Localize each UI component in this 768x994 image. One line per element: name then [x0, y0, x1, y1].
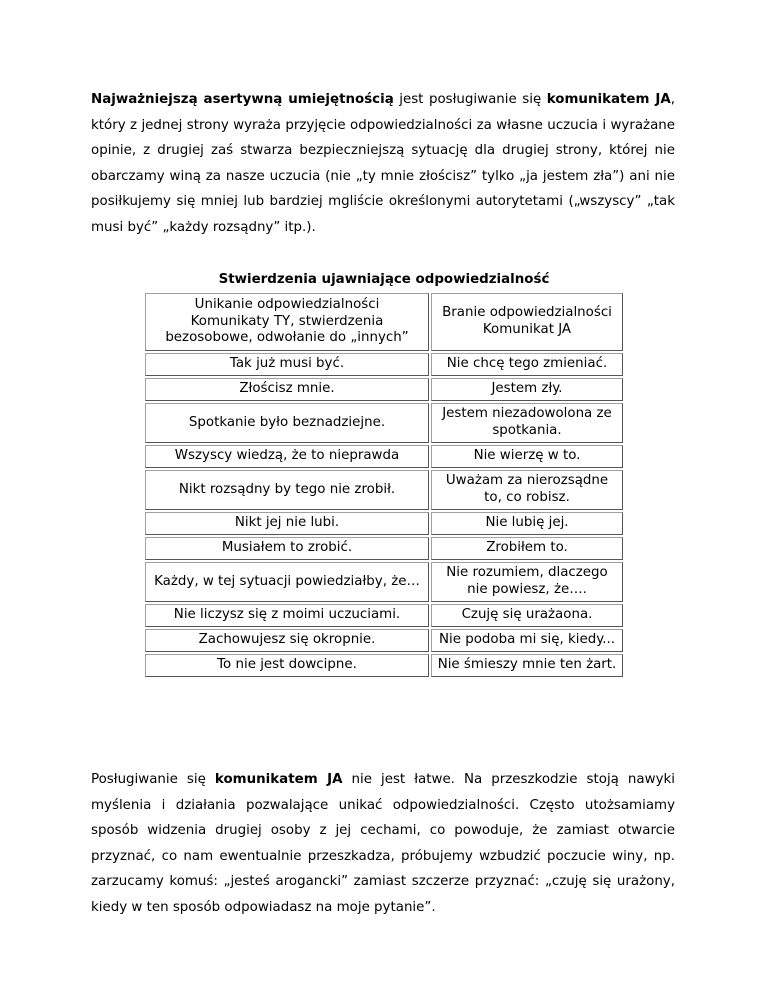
- table-row: [145, 629, 623, 652]
- table-cell-left: Nie liczysz się z moimi uczuciami.: [145, 604, 429, 627]
- table-row: [145, 445, 623, 468]
- table-cell-left: Złościsz mnie.: [145, 378, 429, 401]
- header-left: [145, 293, 429, 351]
- table-row: [145, 537, 623, 560]
- table-row: [145, 604, 623, 627]
- outro-bold-1: komunikatem JA: [214, 772, 343, 787]
- header-left-line: Unikanie odpowiedzialności: [194, 297, 380, 313]
- table-cell-left: Każdy, w tej sytuacji powiedziałby, że…: [145, 562, 429, 602]
- table-cell-left: Tak już musi być.: [145, 353, 429, 376]
- header-right-line: Branie odpowiedzialności: [442, 305, 612, 321]
- table-cell-right: Nie rozumiem, dlaczego nie powiesz, że….: [431, 562, 623, 602]
- header-left-line: bezosobowe, odwołanie do „innych”: [165, 330, 409, 346]
- table-cell-left: Nikt rozsądny by tego nie zrobił.: [145, 470, 429, 510]
- table-cell-right: Jestem niezadowolona ze spotkania.: [431, 403, 623, 443]
- table-header-row: [145, 293, 623, 351]
- table-cell-right: Jestem zły.: [431, 378, 623, 401]
- table-row: [145, 353, 623, 376]
- table-cell-left: Zachowujesz się okropnie.: [145, 629, 429, 652]
- outro-paragraph: [91, 767, 675, 921]
- outro-text-1: Posługiwanie się: [91, 772, 215, 787]
- table-cell-right: Uważam za nierozsądne to, co robisz.: [431, 470, 623, 510]
- table-cell-left: Spotkanie było beznadziejne.: [145, 403, 429, 443]
- intro-bold-1: Najważniejszą asertywną umiejętnością: [91, 92, 394, 107]
- table-cell-right: Czuję się urażaona.: [431, 604, 623, 627]
- table-row: [145, 512, 623, 535]
- table-cell-right: Nie podoba mi się, kiedy...: [431, 629, 623, 652]
- intro-paragraph: [91, 87, 675, 241]
- table-cell-left: Nikt jej nie lubi.: [145, 512, 429, 535]
- table-cell-right: Nie śmieszy mnie ten żart.: [431, 654, 623, 677]
- table-cell-right: Nie lubię jej.: [431, 512, 623, 535]
- intro-bold-2: komunikatem JA: [546, 92, 671, 107]
- intro-text-1: jest posługiwanie się: [393, 92, 547, 107]
- table-cell-left: Wszyscy wiedzą, że to nieprawda: [145, 445, 429, 468]
- table-row: [145, 654, 623, 677]
- table-cell-left: Musiałem to zrobić.: [145, 537, 429, 560]
- outro-text-2: nie jest łatwe. Na przeszkodzie stoją nawyki myślenia i działania pozwalające unikać odpowiedzialności. Często utożsamiamy sposób widzenia drugiej osoby z jej cechami, co powoduje, że zamiast otwarcie przyznać, co nam ewentualnie przeszkadza, próbujemy wzbudzić poczucie winy, np. zarzucamy komuś: „jesteś arogancki” zamiast szczerze przyznać: „czuję się urażony, kiedy w ten sposób odpowiadasz na moje pytanie”.: [91, 772, 675, 915]
- table-title: Stwierdzenia ujawniające odpowiedzialność: [218, 272, 550, 287]
- responsibility-table: [143, 291, 625, 679]
- table-cell-right: Nie chcę tego zmieniać.: [431, 353, 623, 376]
- table-cell-right: Nie wierzę w to.: [431, 445, 623, 468]
- header-right-line: Komunikat JA: [482, 322, 572, 337]
- header-left-line: Komunikaty TY, stwierdzenia: [190, 313, 384, 329]
- intro-text-2: , który z jednej strony wyraża przyjęcie odpowiedzialności za własne uczucia i wyrażane opinie, z drugiej zaś stwarza bezpieczniejszą sytuację dla drugiej strony, której nie obarczamy winą za nasze uczucia (nie „ty mnie złościsz” tylko „ja jestem zła”) ani nie posiłkujemy się mniej lub bardziej mgliście określonymi autorytetami („wszyscy” „tak musi być” „każdy rozsądny” itp.).: [91, 92, 675, 235]
- table-cell-left: To nie jest dowcipne.: [145, 654, 429, 677]
- table-row: [145, 378, 623, 401]
- table-row: [145, 470, 623, 510]
- header-right: [431, 293, 623, 351]
- table-row: [145, 562, 623, 602]
- table-row: [145, 403, 623, 443]
- table-cell-right: Zrobiłem to.: [431, 537, 623, 560]
